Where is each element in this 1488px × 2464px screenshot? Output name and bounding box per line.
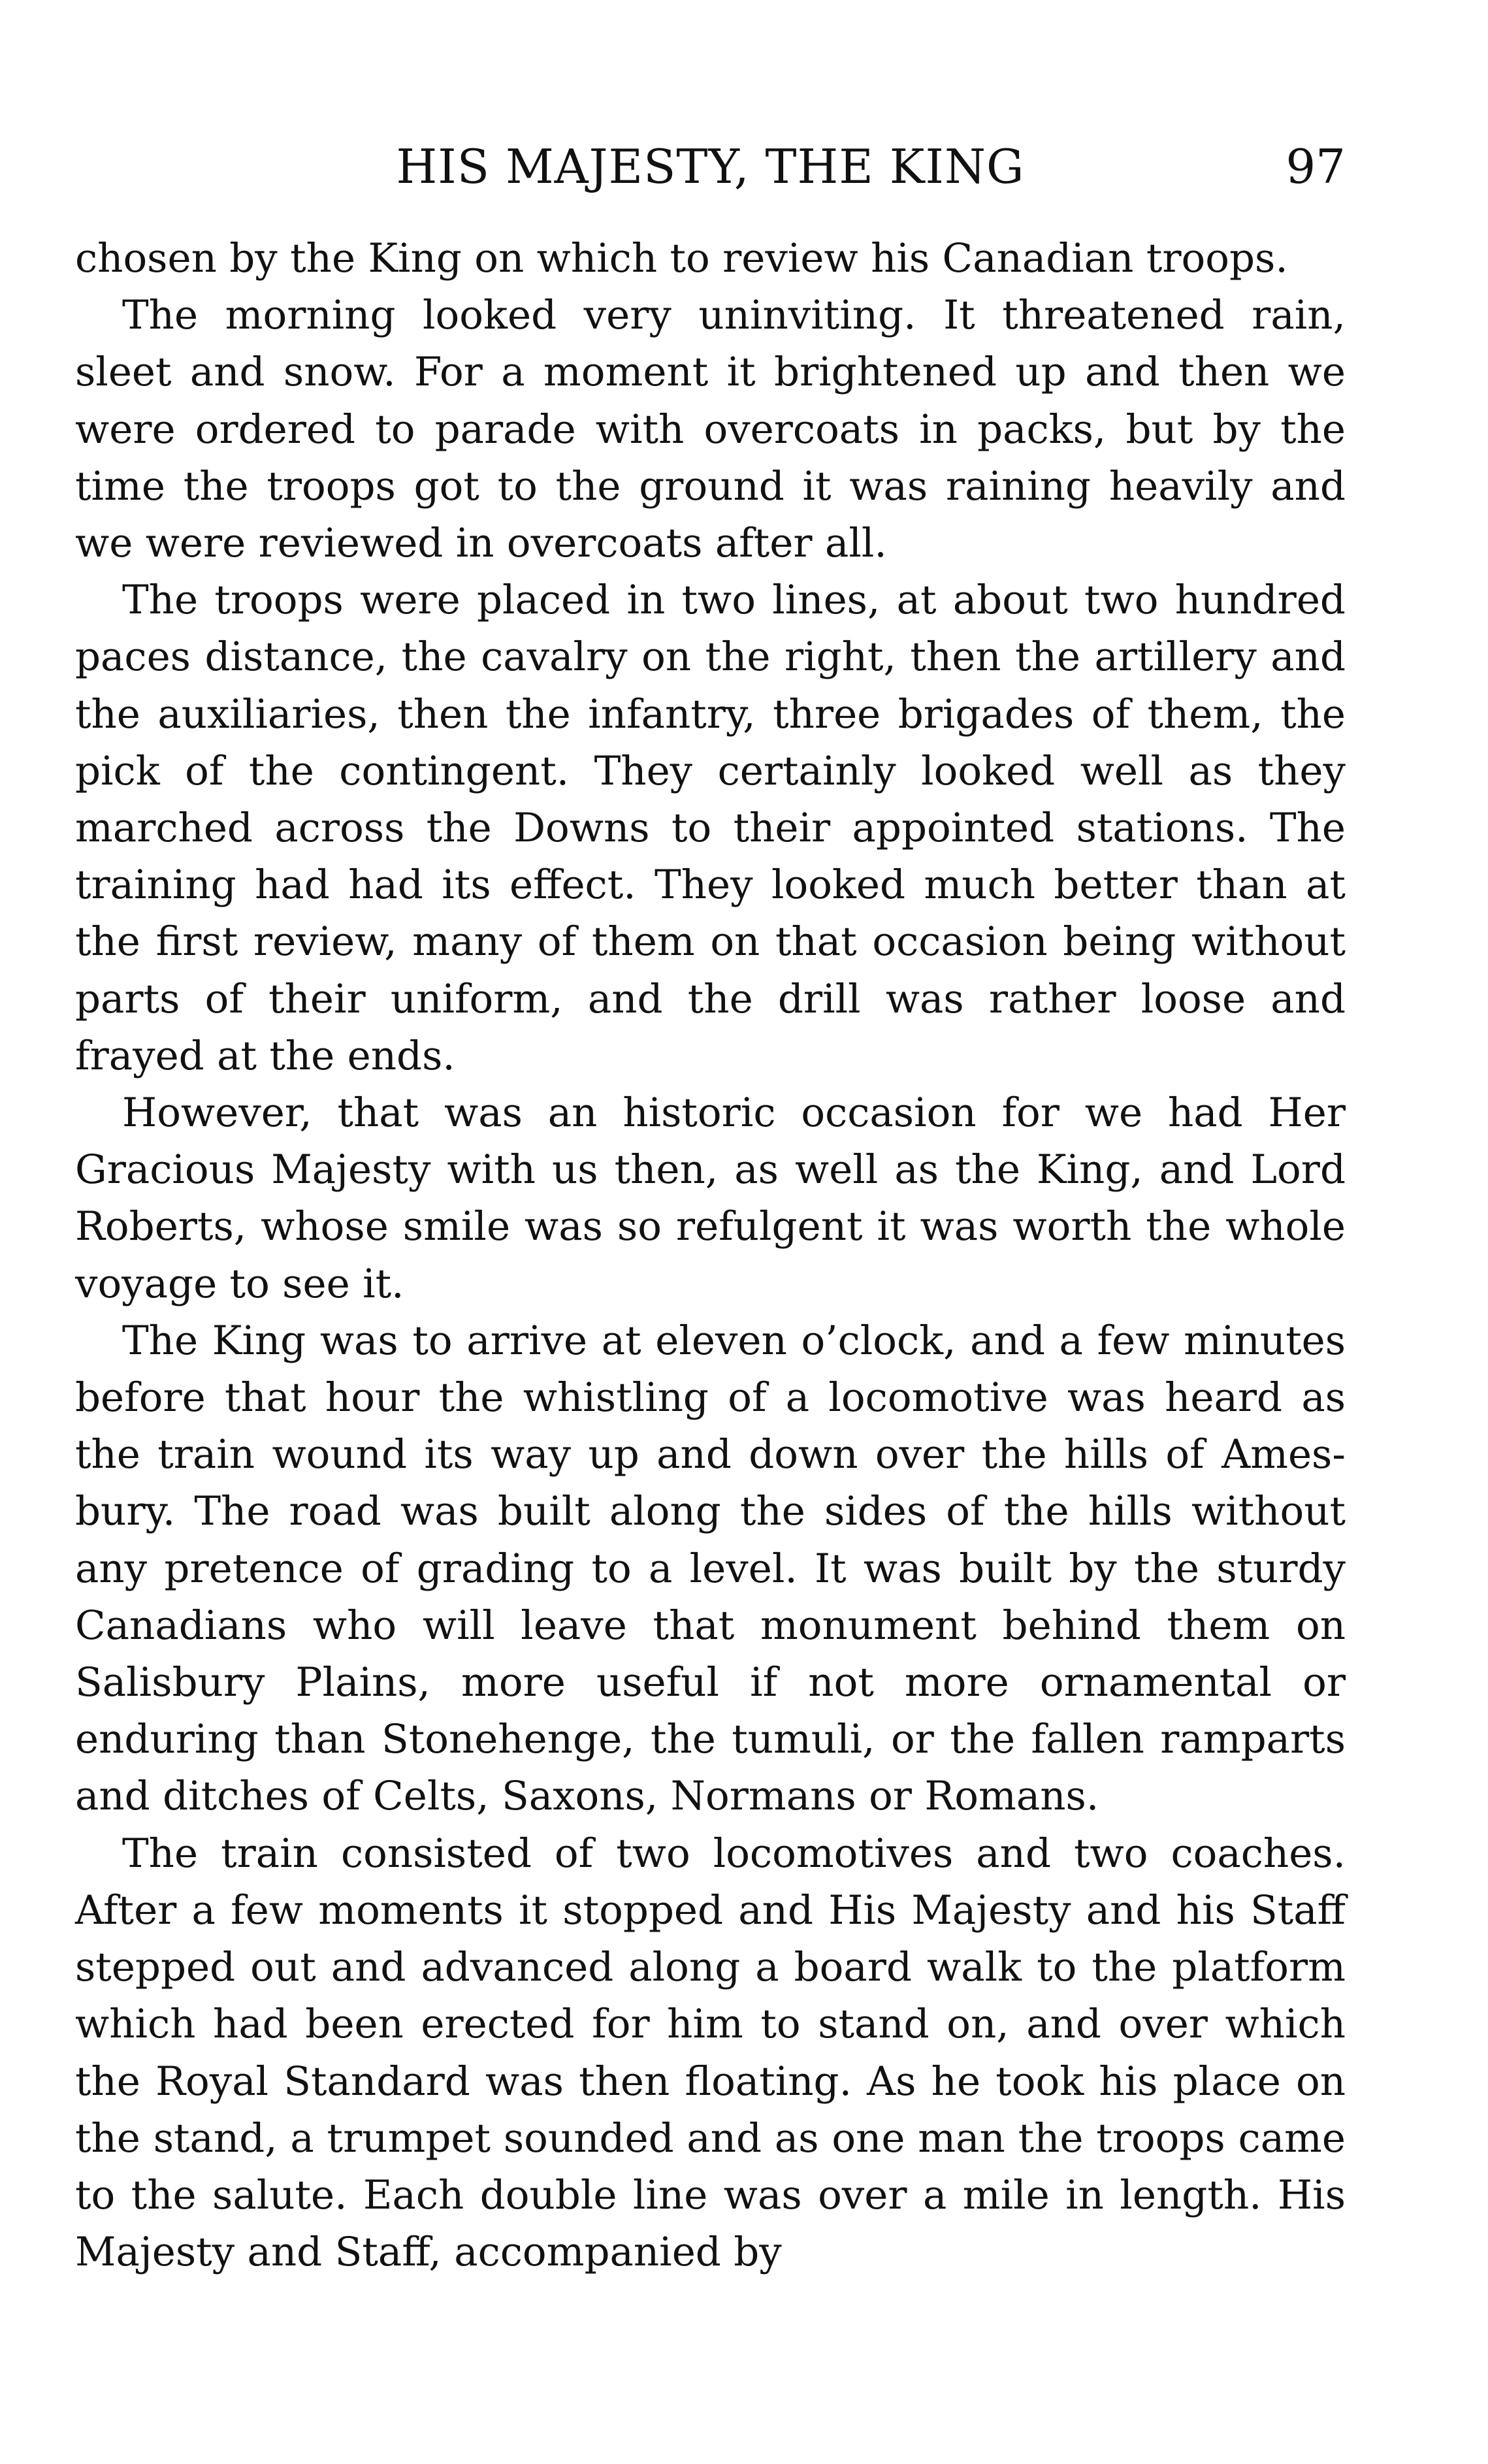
running-title: HIS MAJESTY, THE KING [396,139,1025,194]
paragraph: The troops were placed in two lines, at about two hundred paces distance, the cavalry on the right, then the artillery and the auxiliaries, then the infantry, three brigades of them, the pick of the contingent. They certainly looked well as they marched across the Downs to their appointed stations. The training had had its effect. They looked much better than at the first review, many of them on that occasion being without parts of their uniform, and the drill was rather loose and frayed at the ends. [75,577,1346,1079]
page-number: 97 [1286,139,1346,194]
paragraph: The train consisted of two locomotives and two coaches. After a few moments it stopped and His Majesty and his Staff stepped out and advanced along a board walk to the platform which had been erected for him to stand on, and over which the Royal Standard was then floating. As he took his place on the stand, a trumpet sounded and as one man the troops came to the salute. Each double line was over a mile in length. His Majesty and Staff, accompanied by [75,1830,1346,2276]
paragraph: The morning looked very uninviting. It threatened rain, sleet and snow. For a moment it brightened up and then we were ordered to parade with overcoats in packs, but by the time the troops got to the ground it was raining heavily and we were reviewed in overcoats after all. [75,292,1346,567]
paragraph: The King was to arrive at eleven o’clock, and a few minutes before that hour the whistling of a locomotive was heard as the train wound its way up and down over the hills of Amesbury. The road was built along the sides of the hills without any pretence of grading to a level. It was built by the sturdy Canadians who will leave that monument behind them on Salisbury Plains, more useful if not more ornamental or enduring than Stonehenge, the tumuli, or the fallen ramparts and ditches of Celts, Saxons, Normans or Romans. [75,1317,1346,1820]
body-text [75,230,1346,2280]
page-header [75,131,1346,203]
paragraph-continued: chosen by the King on which to review his Canadian troops. [75,235,1288,282]
paragraph: However, that was an historic occasion for we had Her Gracious Majesty with us then, as well as the King, and Lord Roberts, whose smile was so refulgent it was worth the whole voyage to see it. [75,1090,1346,1307]
